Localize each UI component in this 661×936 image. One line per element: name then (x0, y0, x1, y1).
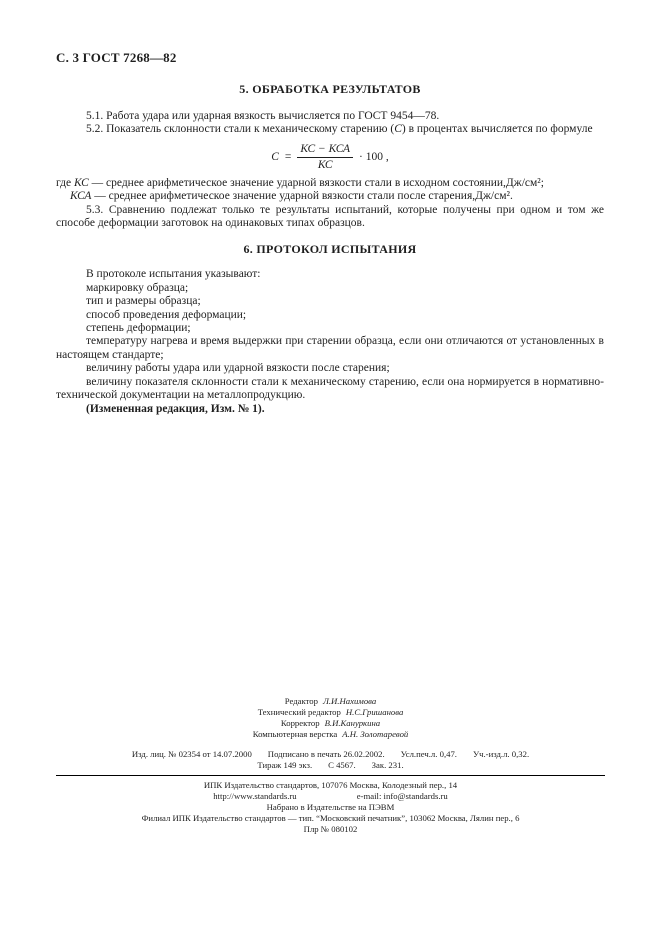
section5-title: 5. ОБРАБОТКА РЕЗУЛЬТАТОВ (239, 82, 421, 96)
where-var-kc: КС (73, 176, 89, 189)
formula-lhs: С (271, 150, 279, 163)
paragraph-5-2-text-tail: ) в процентах вычисляется по формуле (401, 123, 593, 136)
page-header: С. 3 ГОСТ 7268—82 (56, 50, 177, 65)
paragraph-5-3: 5.3. Сравнению подлежат только те результаты испытаний, которые получены при одном и том же способе деформации заготовок на одинаковых типах образцов. (56, 203, 604, 230)
publisher-branch: Филиал ИПК Издательство стандартов — тип. “Московский печатник”, 103062 Москва, Лялин пер., 6 (141, 813, 520, 823)
imprint-segment: Изд. лиц. № 02354 от 14.07.2000 (131, 749, 252, 759)
publisher-typeset-note: Набрано в Издательстве на ПЭВМ (266, 802, 395, 812)
imprint-segment: Подписано в печать 26.02.2002. (267, 749, 385, 759)
formula-equals: = (284, 150, 292, 163)
where-var-kca: КСА (70, 190, 92, 203)
formula (56, 143, 604, 172)
imprint-segment: С 4567. (328, 760, 356, 770)
where-text-kca: — среднее арифметическое значение ударной вязкости стали после старения,Дж/см². (91, 190, 513, 203)
publisher-block (0, 780, 661, 835)
staff-line (0, 707, 661, 718)
staff-line (0, 718, 661, 729)
formula-rhs: · 100 , (359, 150, 389, 163)
protocol-item: степень деформации; (86, 322, 191, 335)
imprint-segment: Тираж 149 экз. (257, 760, 313, 770)
staff-name: В.И.Кануркина (324, 718, 381, 728)
paragraph-5-1: 5.1. Работа удара или ударная вязкость вычисляется по ГОСТ 9454—78. (86, 110, 440, 122)
staff-name: Л.И.Нахимова (322, 696, 377, 706)
staff-credits (0, 696, 661, 740)
protocol-item: способ проведения деформации; (86, 308, 247, 321)
paragraph-5-2-text: 5.2. Показатель склонности стали к механическому старению ( (86, 123, 395, 136)
where-prefix: где (56, 176, 74, 189)
paragraph-5-2 (56, 123, 604, 136)
protocol-item: В протоколе испытания указывают: (86, 268, 261, 281)
publisher-license: Плр № 080102 (303, 824, 358, 834)
where-definition-2 (56, 190, 604, 203)
staff-line (0, 696, 661, 707)
footer (0, 696, 661, 835)
formula-numerator: КС − КСА (297, 143, 353, 158)
imprint-segment: Зак. 231. (371, 760, 404, 770)
variable-c: С (394, 123, 402, 136)
imprint-segment: Усл.печ.л. 0,47. (400, 749, 457, 759)
protocol-item: маркировку образца; (86, 281, 189, 294)
publisher-email: e-mail: info@standards.ru (356, 791, 448, 801)
staff-role: Корректор (280, 718, 320, 728)
protocol-item: величину работы удара или ударной вязкости после старения; (86, 362, 390, 375)
protocol-item: тип и размеры образца; (86, 295, 201, 308)
document-content (0, 0, 661, 416)
section6-title: 6. ПРОТОКОЛ ИСПЫТАНИЯ (243, 242, 417, 257)
where-definition-1 (56, 177, 604, 190)
staff-role: Редактор (284, 696, 318, 706)
staff-role: Компьютерная верстка (252, 729, 338, 739)
amendment-note: (Измененная редакция, Изм. № 1). (86, 402, 265, 415)
publisher-contacts (0, 791, 661, 802)
where-text-kc: — среднее арифметическое значение ударной вязкости стали в исходном состоянии,Дж/см²; (88, 176, 544, 189)
staff-role: Технический редактор (257, 707, 341, 717)
publisher-url: http://www.standards.ru (213, 791, 297, 801)
staff-name: Н.С.Гришанова (345, 707, 404, 717)
formula-fraction (297, 143, 353, 172)
imprint-segment: Уч.-изд.л. 0,32. (472, 749, 530, 759)
protocol-item: температуру нагрева и время выдержки при старении образца, если они отличаются от установленных в настоящем стандарте; (56, 335, 604, 361)
imprint-line-2 (0, 760, 661, 771)
staff-line (0, 729, 661, 740)
staff-name: А.Н. Золотаревой (342, 729, 409, 739)
protocol-list (56, 268, 604, 402)
protocol-item: величину показателя склонности стали к механическому старению, если она нормируется в нормативно-технической документации на металлопродукцию. (56, 375, 604, 402)
imprint-line-1 (0, 749, 661, 760)
publisher-address: ИПК Издательство стандартов, 107076 Москва, Колодезный пер., 14 (203, 780, 458, 790)
formula-denominator: КС (317, 158, 333, 171)
footer-divider (56, 775, 605, 776)
imprint-block (0, 749, 661, 771)
